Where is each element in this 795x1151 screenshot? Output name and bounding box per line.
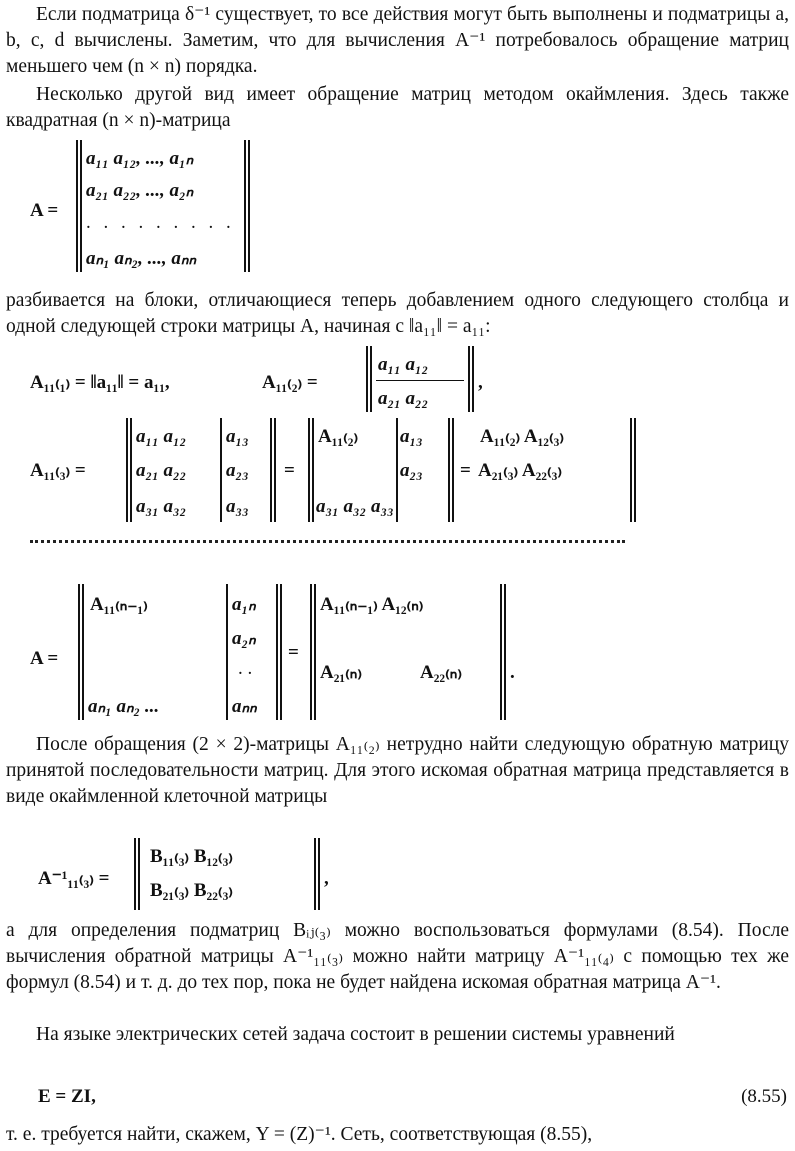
- matrix-a-lhs: A =: [30, 200, 59, 221]
- matrix-bar: [472, 346, 474, 412]
- block-divider: [226, 584, 228, 720]
- equation-text: a₂₁ a₂₂: [378, 388, 429, 409]
- matrix-bar: [80, 140, 82, 272]
- equation-text: =: [288, 642, 299, 663]
- equation-text: aₙ₁ aₙ₂ ...: [88, 696, 160, 717]
- equation-text: A₁₁₍ₙ₋₁₎: [90, 594, 148, 615]
- equation-text: A₂₁₍ₙ₎: [320, 662, 363, 683]
- equation-text: ,: [478, 372, 483, 393]
- matrix-bar: [310, 584, 312, 720]
- matrix-a-row: aₙ₁ aₙ₂, ..., aₙₙ: [86, 248, 197, 269]
- dotted-separator: [30, 540, 625, 543]
- matrix-a-row: . . . . . . . . .: [86, 212, 235, 233]
- matrix-bar: [138, 838, 140, 910]
- paragraph-2: Несколько другой вид имеет обращение матриц методом окаймления. Здесь также квадратная (n × n)-матрица: [6, 84, 789, 131]
- equation-text: ,: [324, 868, 329, 889]
- paragraph-1: Если подматрица δ⁻¹ существует, то все действия могут быть выполнены и подматрицы a, b, c, d вычислены. Заметим, что для вычисления A⁻¹ потребовалось обращение матриц меньшего чем (n × n) порядка.: [6, 4, 789, 77]
- paragraph-6: На языке электрических сетей задача состоит в решении системы уравнений: [36, 1024, 675, 1045]
- equation-text: a₃₃: [226, 496, 249, 517]
- equation-text: a₃₁ a₃₂: [136, 496, 187, 517]
- equation-text: aₙₙ: [232, 696, 257, 717]
- matrix-bar: [312, 418, 314, 522]
- matrix-bar: [134, 838, 136, 910]
- matrix-bar: [126, 418, 128, 522]
- matrix-bar: [630, 418, 632, 522]
- matrix-a-row: a₂₁ a₂₂, ..., a₂ₙ: [86, 180, 194, 201]
- equation-text: A₁₁₍ₙ₋₁₎ A₁₂₍ₙ₎: [320, 594, 424, 615]
- matrix-bar: [448, 418, 450, 522]
- equation-text: A₁₁₍₂₎: [318, 426, 359, 447]
- paragraph-7: т. е. требуется найти, скажем, Y = (Z)⁻¹. Сеть, соответствующая (8.55),: [6, 1124, 593, 1145]
- equation-text: a₁₃: [226, 426, 249, 447]
- equation-text: A₂₁₍₃₎ A₂₂₍₃₎: [478, 460, 562, 481]
- matrix-bar: [366, 346, 368, 412]
- equation-text: a₁₁ a₁₂: [378, 354, 429, 375]
- block-divider: [376, 380, 464, 381]
- matrix-bar: [370, 346, 372, 412]
- equation-text: . .: [238, 658, 253, 679]
- equation-text: a₂₃: [226, 460, 249, 481]
- matrix-bar: [468, 346, 470, 412]
- equation-text: a₁₁ a₁₂: [136, 426, 187, 447]
- matrix-bar: [500, 584, 502, 720]
- equation-text: A₂₂₍ₙ₎: [420, 662, 463, 683]
- matrix-bar: [274, 418, 276, 522]
- matrix-bar: [82, 584, 84, 720]
- equation-text: A₁₁₍₂₎ A₁₂₍₃₎: [480, 426, 564, 447]
- matrix-bar: [504, 584, 506, 720]
- paragraph-4: После обращения (2 × 2)-матрицы A₁₁₍₂₎ нетрудно найти следующую обратную матрицу принятой последовательности матриц. Для этого искомая обратная матрица представляется в виде окаймленной клеточной матрицы: [6, 734, 789, 807]
- equation-text: B₂₁₍₃₎ B₂₂₍₃₎: [150, 880, 233, 901]
- paragraph-5: а для определения подматриц Bᵢⱼ₍₃₎ можно воспользоваться формулами (8.54). После вычисления обратной матрицы A⁻¹₁₁₍₃₎ можно найти матрицу A⁻¹₁₁₍₄₎ с помощью тех же формул (8.54) и т. д. до тех пор, пока не будет найдена искомая обратная матрица A⁻¹.: [6, 920, 789, 993]
- equation-text: A =: [30, 648, 59, 669]
- block-divider: [220, 418, 222, 522]
- equation-text: A₁₁₍₂₎ =: [262, 372, 318, 393]
- equation-text: a₁ₙ: [232, 594, 256, 615]
- matrix-bar: [318, 838, 320, 910]
- matrix-bar: [452, 418, 454, 522]
- equation-text: A₁₁₍₃₎ =: [30, 460, 86, 481]
- equation-number: (8.55): [741, 1086, 787, 1107]
- equation-8-55: E = ZI,: [38, 1086, 96, 1107]
- equation-text: a₁₃: [400, 426, 423, 447]
- matrix-bar: [130, 418, 132, 522]
- equation-text: a₂ₙ: [232, 628, 256, 649]
- equation-text: A₁₁₍₁₎ = ‖a₁₁‖ = a₁₁,: [30, 372, 170, 393]
- matrix-bar: [270, 418, 272, 522]
- matrix-bar: [314, 838, 316, 910]
- matrix-bar: [248, 140, 250, 272]
- equation-text: a₂₁ a₂₂: [136, 460, 187, 481]
- equation-text: =: [460, 460, 471, 481]
- matrix-bar: [244, 140, 246, 272]
- paragraph-3: разбивается на блоки, отличающиеся теперь добавлением одного следующего столбца и одной следующей строки матрицы A, начиная с ‖a₁₁‖ = a₁₁:: [6, 290, 789, 337]
- matrix-a-row: a₁₁ a₁₂, ..., a₁ₙ: [86, 148, 194, 169]
- matrix-bar: [634, 418, 636, 522]
- equation-text: B₁₁₍₃₎ B₁₂₍₃₎: [150, 846, 233, 867]
- equation-text: A⁻¹₁₁₍₃₎ =: [38, 868, 110, 889]
- block-divider: [396, 418, 398, 522]
- matrix-bar: [314, 584, 316, 720]
- matrix-bar: [76, 140, 78, 272]
- matrix-bar: [280, 584, 282, 720]
- equation-text: .: [510, 662, 515, 683]
- matrix-bar: [78, 584, 80, 720]
- equation-text: =: [284, 460, 295, 481]
- equation-text: a₃₁ a₃₂ a₃₃: [316, 496, 394, 517]
- matrix-bar: [276, 584, 278, 720]
- matrix-bar: [308, 418, 310, 522]
- equation-text: a₂₃: [400, 460, 423, 481]
